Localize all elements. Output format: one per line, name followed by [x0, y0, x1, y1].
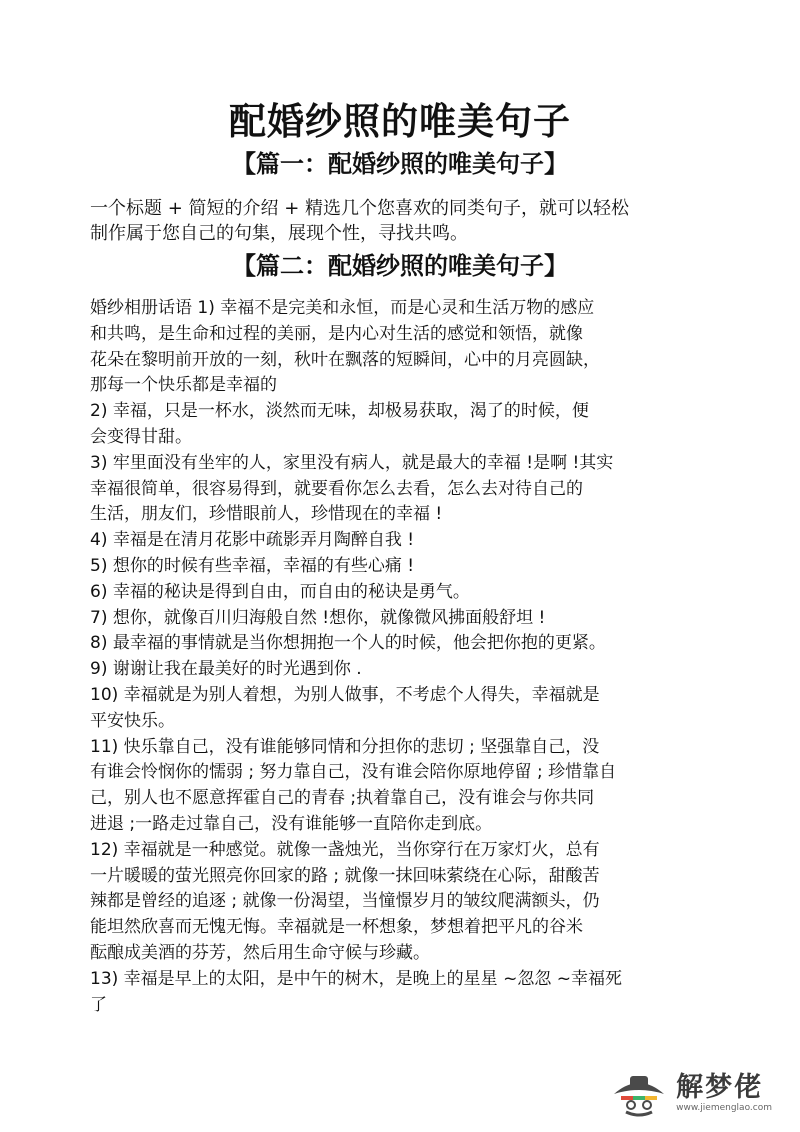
body-line: 13) 幸福是早上的太阳，是中午的树木，是晚上的星星 ~忽忽 ~幸福死: [90, 968, 622, 989]
body-line: 会变得甘甜。: [90, 426, 192, 447]
body-line: 了: [90, 994, 107, 1015]
intro-paragraph: [90, 196, 710, 246]
intro-line: 制作属于您自己的句集，展现个性，寻找共鸣。: [90, 223, 468, 244]
body-line: 和共鸣，是生命和过程的美丽，是内心对生活的感觉和领悟，就像: [90, 323, 583, 344]
body-line: 己，别人也不愿意挥霍自己的青春 ;执着靠自己，没有谁会与你共同: [90, 788, 595, 809]
intro-line: 一个标题 + 简短的介绍 + 精选几个您喜欢的同类句子，就可以轻松: [90, 198, 630, 219]
document-title: 配婚纱照的唯美句子: [229, 100, 571, 143]
body-line: 幸福很简单，很容易得到，就要看你怎么去看，怎么去对待自己的: [90, 478, 583, 499]
watermark-url: www.jiemenglao.com: [676, 1103, 772, 1113]
body-line: 生活，朋友们，珍惜眼前人，珍惜现在的幸福 !: [90, 504, 443, 525]
body-line: 11) 快乐靠自己，没有谁能够同情和分担你的悲切 ; 坚强靠自己，没: [90, 736, 600, 757]
body-line: 7) 想你，就像百川归海般自然 !想你，就像微风拂面般舒坦 !: [90, 607, 546, 628]
body-line: 4) 幸福是在清月花影中疏影弄月陶醉自我 !: [90, 530, 415, 551]
body-line: 花朵在黎明前开放的一刻，秋叶在飘落的短瞬间，心中的月亮圆缺，: [90, 349, 600, 370]
body-line: 婚纱相册话语 1) 幸福不是完美和永恒，而是心灵和生活万物的感应: [90, 298, 595, 318]
body-line: 一片暖暖的萤光照亮你回家的路 ; 就像一抹回味萦绕在心际，甜酸苦: [90, 865, 600, 886]
body-line: 2) 幸福，只是一杯水，淡然而无味，却极易获取，渴了的时候，便: [90, 401, 589, 422]
body-line: 平安快乐。: [90, 710, 175, 731]
watermark-text: 解梦佬: [676, 1072, 764, 1103]
body-line: 3) 牢里面没有坐牢的人，家里没有病人，就是最大的幸福 !是啊 !其实: [90, 452, 614, 473]
body-line: 8) 最幸福的事情就是当你想拥抱一个人的时候，他会把你抱的更紧。: [90, 633, 606, 654]
body-line: 12) 幸福就是一种感觉。就像一盏烛光，当你穿行在万家灯火，总有: [90, 839, 600, 860]
body-line: 有谁会怜悯你的懦弱 ; 努力靠自己，没有谁会陪你原地停留 ; 珍惜靠自: [90, 762, 617, 783]
body-line: 5) 想你的时候有些幸福，幸福的有些心痛 !: [90, 555, 415, 576]
body-line: 进退 ;一路走过靠自己，没有谁能够一直陪你走到底。: [90, 813, 493, 834]
fortune-teller-icon: [608, 1068, 670, 1118]
body-line: 9) 谢谢让我在最美好的时光遇到你 .: [90, 659, 362, 680]
body-line: 10) 幸福就是为别人着想，为别人做事，不考虑个人得失，幸福就是: [90, 684, 600, 705]
body-line: 能坦然欣喜而无愧无悔。幸福就是一杯想象，梦想着把平凡的谷米: [90, 917, 583, 938]
site-watermark: [608, 1068, 772, 1118]
section-heading-2: 【篇二：配婚纱照的唯美句子】: [232, 252, 568, 280]
body-text: [90, 296, 715, 1018]
section-heading-1: 【篇一：配婚纱照的唯美句子】: [232, 150, 568, 178]
body-line: 酝酿成美酒的芬芳，然后用生命守候与珍藏。: [90, 942, 430, 963]
body-line: 辣都是曾经的追逐 ; 就像一份渴望，当憧憬岁月的皱纹爬满额头，仍: [90, 891, 600, 912]
body-line: 6) 幸福的秘诀是得到自由，而自由的秘诀是勇气。: [90, 581, 470, 602]
body-line: 那每一个快乐都是幸福的: [90, 375, 277, 396]
